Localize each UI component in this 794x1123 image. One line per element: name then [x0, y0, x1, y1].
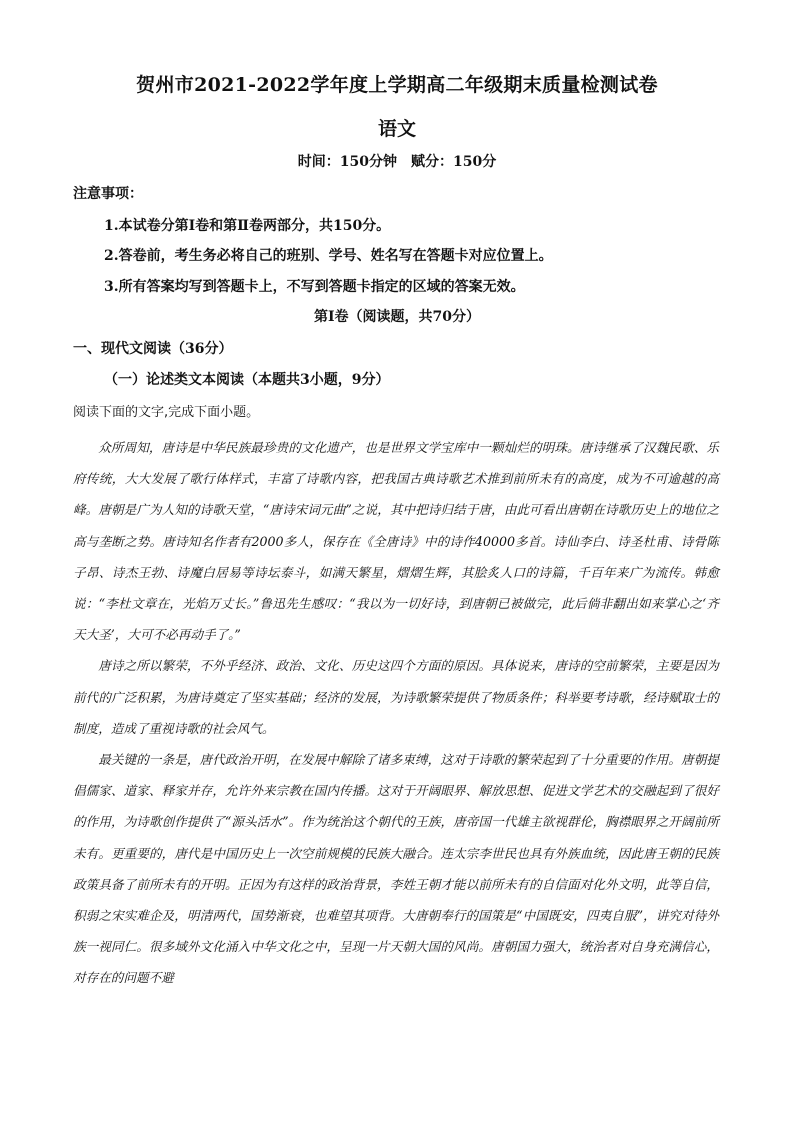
section-title: 一、现代文阅读（36分）	[73, 341, 233, 357]
notice-item: 2.答卷前，考生务必将自己的班别、学号、姓名写在答题卡对应位置上。	[104, 248, 553, 264]
subsection-title: （一）论述类文本阅读（本题共3小题，9分）	[104, 372, 390, 388]
reading-passage	[73, 432, 719, 994]
notice-item: 1.本试卷分第Ⅰ卷和第Ⅱ卷两部分，共150分。	[104, 218, 391, 234]
exam-time-score	[0, 151, 794, 171]
exam-title: 贺州市2021-2022学年度上学期高二年级期末质量检测试卷	[136, 74, 658, 96]
exam-score: 赋分：150分	[411, 154, 497, 170]
part-title: 第Ⅰ卷（阅读题，共70分）	[313, 309, 481, 325]
passage-paragraph: 唐诗之所以繁荣，不外乎经济、政治、文化、历史这四个方面的原因。具体说来，唐诗的空前繁荣，主要是因为前代的广泛积累，为唐诗奠定了坚实基础；经济的发展，为诗歌繁荣提供了物质条件；科举要考诗歌，经诗赋取士的制度，造成了重视诗歌的社会风气。	[73, 658, 719, 736]
passage-paragraph: 众所周知，唐诗是中华民族最珍贵的文化遗产，也是世界文学宝库中一颗灿烂的明珠。唐诗继承了汉魏民歌、乐府传统，大大发展了歌行体样式，丰富了诗歌内容，把我国古典诗歌艺术推到前所未有的高度，成为不可逾越的高峰。唐朝是广为人知的诗歌天堂，“唐诗宋词元曲”之说，其中把诗归结于唐，由此可看出唐朝在诗歌历史上的地位之高与垄断之势。唐诗知名作者有2000多人，保存在《全唐诗》中的诗作40000多首。诗仙李白、诗圣杜甫、诗骨陈子昂、诗杰王勃、诗魔白居易等诗坛泰斗，如满天繁星，熠熠生辉，其脍炙人口的诗篇，千百年来广为流传。韩愈说：“李杜文章在，光焰万丈长。”鲁迅先生感叹：“我以为一切好诗，到唐朝已被做完，此后倘非翻出如来掌心之‘齐天大圣’，大可不必再动手了。”	[73, 440, 719, 643]
notice-item: 3.所有答案均写到答题卡上，不写到答题卡指定的区域的答案无效。	[104, 279, 525, 295]
subject-title: 语文	[377, 118, 416, 140]
reading-instruction: 阅读下面的文字,完成下面小题。	[73, 405, 260, 420]
passage-paragraph: 最关键的一条是，唐代政治开明，在发展中解除了诸多束缚，这对于诗歌的繁荣起到了十分重要的作用。唐朝提倡儒家、道家、释家并存，允许外来宗教在国内传播。这对于开阔眼界、解放思想、促进文学艺术的交融起到了很好的作用，为诗歌创作提供了“源头活水”。作为统治这个朝代的王族，唐帝国一代雄主欲视群伦，胸襟眼界之开阔前所未有。更重要的，唐代是中国历史上一次空前规模的民族大融合。连太宗李世民也具有外族血统，因此唐王朝的民族政策具备了前所未有的开明。正因为有这样的政治背景，李姓王朝才能以前所未有的自信面对化外文明，此等自信，积弱之宋实难企及，明清两代，国势渐衰，也难望其项背。大唐朝奉行的国策是“中国既安，四夷自服”，讲究对待外族一视同仁。很多域外文化涌入中华文化之中，呈现一片天朝大国的风尚。唐朝国力强大，统治者对自身充满信心，对存在的问题不避	[73, 752, 719, 986]
exam-time: 时间：150分钟	[297, 154, 397, 170]
notice-heading: 注意事项：	[73, 186, 143, 202]
